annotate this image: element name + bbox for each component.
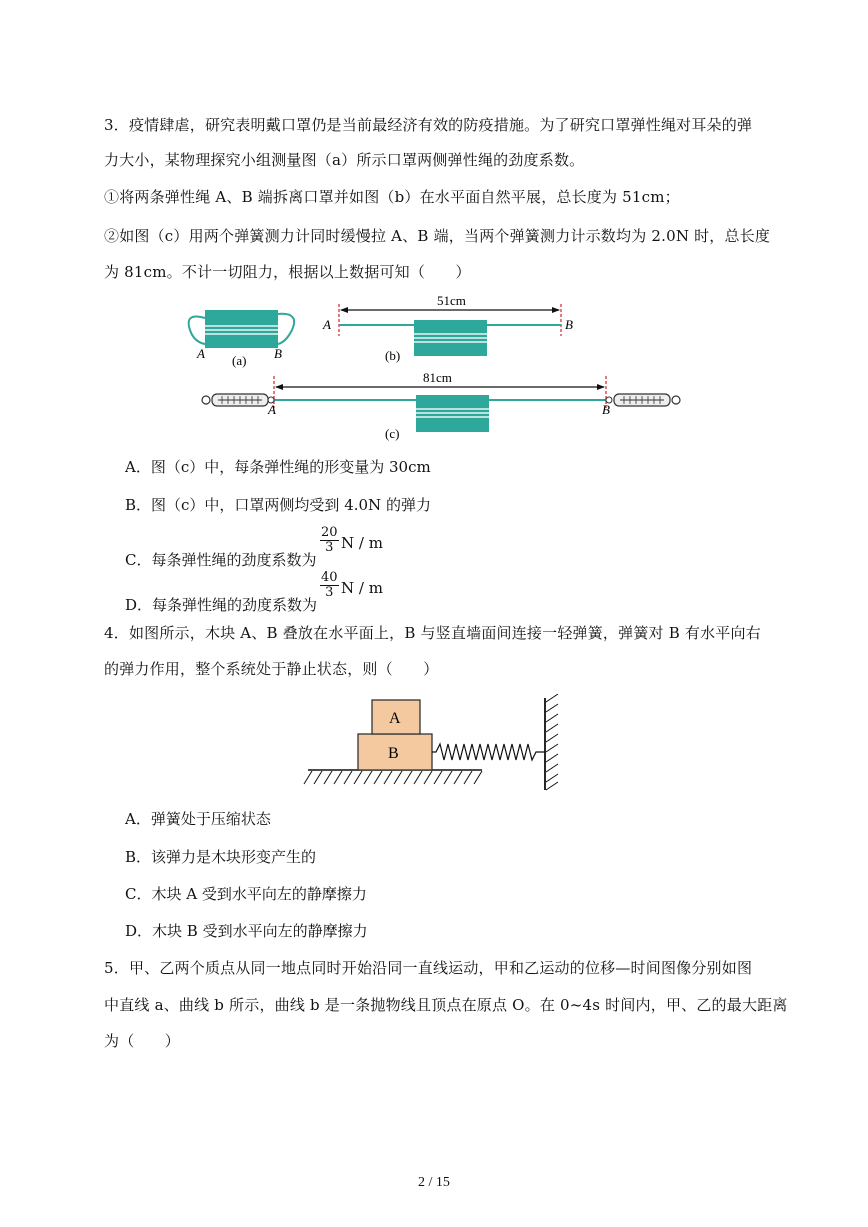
label-fig-b: (b) [385,348,401,363]
q3-step2-line1: ②如图（c）用两个弹簧测力计同时缓慢拉 A、B 端，当两个弹簧测力计示数均为 2.0N 时，总长度 [104,227,771,245]
q4-figure [0,694,868,794]
spring-scale-left [202,394,274,406]
label-A-c: A [268,402,276,417]
q3-option-c-denominator: 3 [325,540,334,555]
q3-option-c: C．每条弹性绳的劲度系数为 [125,551,317,569]
q3-option-c-unit: N / m [341,534,383,552]
len-81cm: 81cm [423,370,452,385]
q4-stem-line1: 4．如图所示，木块 A、B 叠放在水平面上，B 与竖直墙面间连接一轻弹簧，弹簧对 B 有水平向右 [104,624,761,642]
mask-figure-b [322,293,573,363]
q4-stem-line2: 的弹力作用，整个系统处于静止状态，则（ ） [104,660,439,678]
q3-option-d-denominator: 3 [325,585,334,600]
q3-option-d-fraction [320,571,339,600]
q3-option-d-numerator: 40 [321,570,338,585]
q3-stem-line2: 力大小，某物理探究小组测量图（a）所示口罩两侧弹性绳的劲度系数。 [104,151,585,169]
q3-figure [0,290,868,450]
q3-option-d: D．每条弹性绳的劲度系数为 [125,596,318,614]
q3-option-c-fraction [320,526,339,555]
q3-option-a: A．图（c）中，每条弹性绳的形变量为 30cm [125,458,431,476]
mask-figure-a [189,310,294,368]
q5-stem-line1: 5．甲、乙两个质点从同一地点同时开始沿同一直线运动，甲和乙运动的位移—时间图像分别如图 [104,959,753,977]
q3-option-d-unit: N / m [341,579,383,597]
spring [432,744,545,760]
mask-figure-c [202,370,680,441]
len-51cm: 51cm [437,293,466,308]
block-b-label: B [388,745,399,762]
q3-option-c-numerator: 20 [321,525,338,540]
label-fig-c: (c) [385,426,400,441]
label-B-a: B [274,346,282,361]
q4-option-b: B．该弹力是木块形变产生的 [125,848,317,866]
label-A-b: A [323,317,331,332]
block-a-label: A [389,710,401,727]
q5-stem-line2: 中直线 a、曲线 b 所示，曲线 b 是一条抛物线且顶点在原点 O。在 0~4s 时间内，甲、乙的最大距离 [104,996,788,1014]
spring-scale-right [606,394,680,406]
label-A-a: A [197,346,205,361]
q3-step2-line2: 为 81cm。不计一切阻力，根据以上数据可知（ ） [104,263,471,281]
q4-option-c: C．木块 A 受到水平向左的静摩擦力 [125,885,367,903]
q3-option-b: B．图（c）中，口罩两侧均受到 4.0N 的弹力 [125,496,431,514]
q4-option-a: A．弹簧处于压缩状态 [125,810,271,828]
q4-option-d: D．木块 B 受到水平向左的静摩擦力 [125,922,368,940]
page-number: 2 / 15 [418,1175,450,1190]
q3-step1: ①将两条弹性绳 A、B 端拆离口罩并如图（b）在水平面自然平展，总长度为 51cm； [104,188,680,206]
label-B-c: B [602,402,610,417]
label-B-b: B [565,317,573,332]
q5-stem-line3: 为（ ） [104,1032,181,1050]
q3-stem-line1: 3．疫情肆虐，研究表明戴口罩仍是当前最经济有效的防疫措施。为了研究口罩弹性绳对耳朵的弹 [104,116,753,134]
label-fig-a: (a) [232,353,247,368]
